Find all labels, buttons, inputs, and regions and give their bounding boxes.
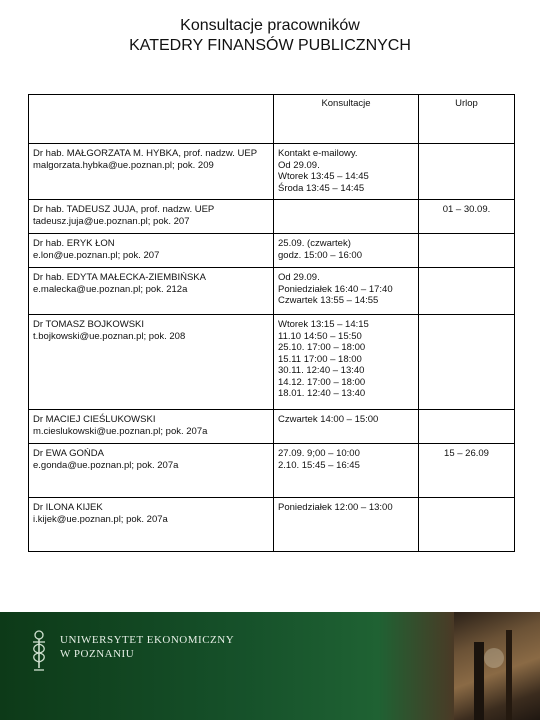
leave-cell (419, 144, 515, 200)
university-name-line2: W POZNANIU (60, 648, 135, 660)
consultation-line: Kontakt e-mailowy. (278, 148, 358, 159)
consultation-line: 2.10. 15:45 – 16:45 (278, 459, 360, 471)
employee-cell (29, 315, 274, 410)
consultation-cell (274, 410, 419, 444)
employee-line: Dr MACIEJ CIEŚLUKOWSKI (33, 414, 156, 425)
leave-cell (419, 234, 515, 268)
leave-cell (419, 498, 515, 552)
employee-line: Dr ILONA KIJEK (33, 502, 103, 513)
consultation-line: Wtorek 13:15 – 14:15 (278, 319, 369, 330)
employee-line: i.kijek@ue.poznan.pl; pok. 207a (33, 513, 168, 525)
employee-cell (29, 410, 274, 444)
consultation-line: Środa 13:45 – 14:45 (278, 182, 365, 194)
table-row (29, 315, 515, 410)
consultation-line: 18.01. 12:40 – 13:40 (278, 388, 366, 399)
employee-line: Dr hab. ERYK ŁON (33, 238, 115, 249)
consultation-line: 14.12. 17:00 – 18:00 (278, 376, 366, 388)
leave-cell: 01 – 30.09. (419, 200, 515, 234)
table-row (29, 410, 515, 444)
page-title-line1: Konsultacje pracowników (180, 17, 360, 34)
table-row (29, 444, 515, 498)
employee-line: Dr hab. EDYTA MAŁECKA-ZIEMBIŃSKA (33, 272, 206, 283)
consultation-line: Od 29.09. (278, 272, 320, 283)
employee-cell (29, 144, 274, 200)
consultation-line: godz. 15:00 – 16:00 (278, 249, 362, 261)
university-footer (0, 612, 540, 720)
consultation-cell (274, 444, 419, 498)
employee-line: tadeusz.juja@ue.poznan.pl; pok. 207 (33, 215, 190, 227)
consultation-cell (274, 315, 419, 410)
leave-cell (419, 410, 515, 444)
employee-cell (29, 200, 274, 234)
header-consultations: Konsultacje (274, 95, 419, 144)
employee-cell (29, 444, 274, 498)
table-row (29, 268, 515, 315)
employee-line: t.bojkowski@ue.poznan.pl; pok. 208 (33, 330, 186, 342)
employee-cell (29, 498, 274, 552)
consultation-line: 30.11. 12:40 – 13:40 (278, 365, 365, 376)
table-row (29, 498, 515, 552)
employee-cell (29, 234, 274, 268)
table-row (29, 200, 515, 234)
consultation-line: Wtorek 13:45 – 14:45 (278, 171, 369, 182)
employee-line: e.gonda@ue.poznan.pl; pok. 207a (33, 459, 179, 471)
consultation-line: Czwartek 13:55 – 14:55 (278, 295, 379, 306)
leave-cell: 15 – 26.09 (419, 444, 515, 498)
leave-cell (419, 315, 515, 410)
consultation-line: 25.09. (czwartek) (278, 238, 351, 249)
consultation-cell (274, 144, 419, 200)
employee-line: e.lon@ue.poznan.pl; pok. 207 (33, 249, 160, 261)
consultation-cell (274, 498, 419, 552)
header-row (29, 95, 515, 144)
employee-line: e.malecka@ue.poznan.pl; pok. 212a (33, 283, 188, 295)
table-row (29, 144, 515, 200)
employee-line: Dr hab. TADEUSZ JUJA, prof. nadzw. UEP (33, 204, 215, 215)
employee-line: Dr EWA GOŃDA (33, 448, 104, 459)
employee-line: Dr TOMASZ BOJKOWSKI (33, 319, 145, 330)
employee-cell (29, 268, 274, 315)
consultation-line: Poniedziałek 16:40 – 17:40 (278, 283, 393, 295)
consultation-line: Poniedziałek 12:00 – 13:00 (278, 502, 393, 513)
consultation-line: Czwartek 14:00 – 15:00 (278, 414, 379, 425)
university-name-line1: UNIWERSYTET EKONOMICZNY (60, 634, 235, 646)
header-employee (29, 95, 274, 144)
employee-line: Dr hab. MAŁGORZATA M. HYBKA, prof. nadzw. UEP malgorzata.hybka@ue.poznan.pl; pok. 209 (33, 148, 257, 171)
header-leave: Urlop (419, 95, 515, 144)
consultation-cell (274, 200, 419, 234)
table-row (29, 234, 515, 268)
consultation-line: 11.10 14:50 – 15:50 (278, 330, 362, 342)
consultation-line: 27.09. 9;00 – 10:00 (278, 448, 360, 459)
consultation-table (28, 94, 515, 552)
leave-cell (419, 268, 515, 315)
consultation-line: Od 29.09. (278, 159, 320, 171)
consultation-cell (274, 268, 419, 315)
employee-line: m.cieslukowski@ue.poznan.pl; pok. 207a (33, 425, 208, 437)
building-photo (454, 612, 540, 720)
consultation-cell (274, 234, 419, 268)
consultation-line: 15.11 17:00 – 18:00 (278, 353, 362, 365)
consultation-line: 25.10. 17:00 – 18:00 (278, 342, 366, 353)
page-title-line2: KATEDRY FINANSÓW PUBLICZNYCH (129, 37, 411, 54)
university-crest-icon (28, 628, 50, 674)
